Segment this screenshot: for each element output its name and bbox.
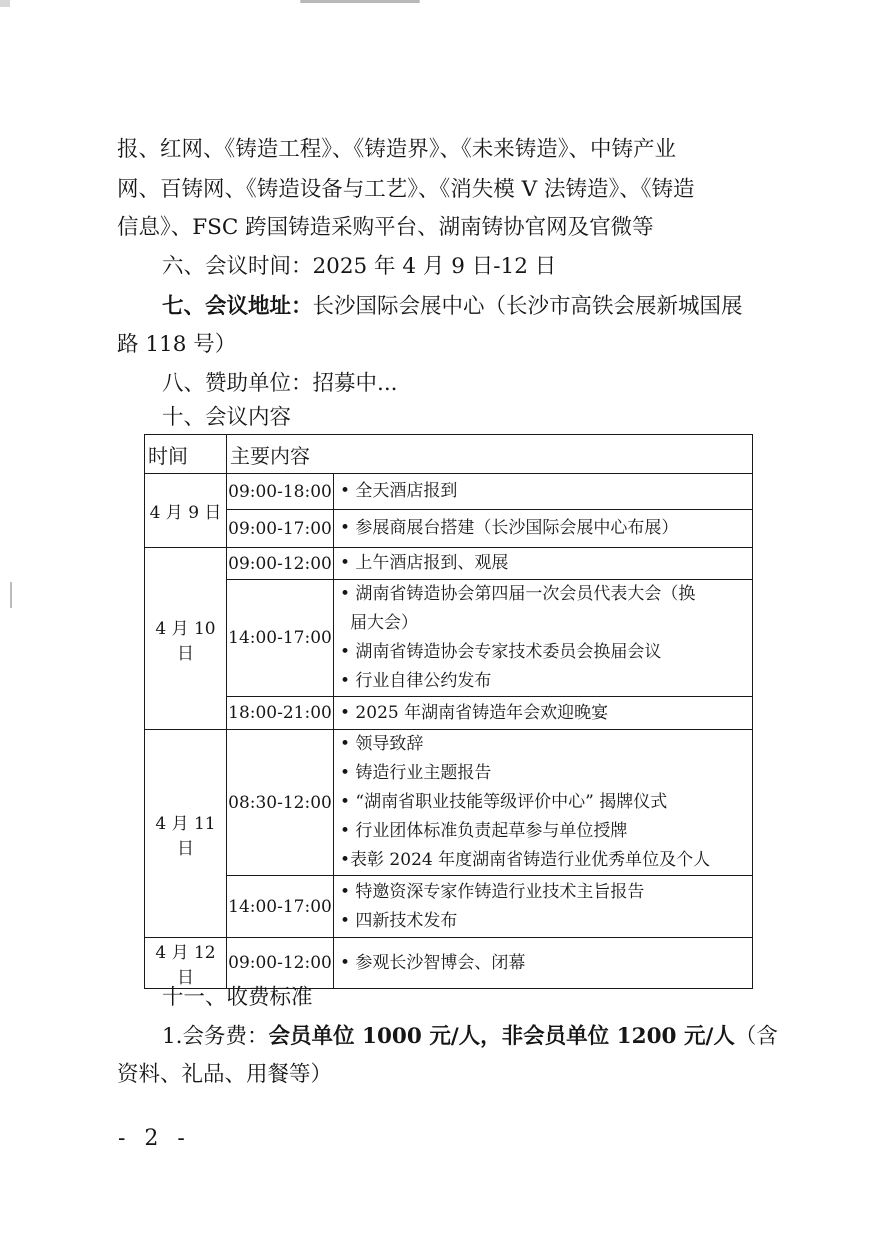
section-7-meeting-address xyxy=(162,292,743,322)
content-cell xyxy=(334,938,753,989)
table-row xyxy=(145,938,753,989)
content-item: • 参展商展台搭建（长沙国际会展中心布展） xyxy=(340,518,679,538)
section-11-title: 十一、收费标准 xyxy=(162,985,313,1010)
page-number: - 2 - xyxy=(118,1126,191,1151)
section-7-label: 七、会议地址： xyxy=(162,294,313,319)
date-cell: 4 月 12 日 xyxy=(145,938,227,989)
time-cell: 09:00-12:00 xyxy=(227,548,334,580)
date-cell: 4 月 11 日 xyxy=(145,730,227,938)
content-item-continuation: 届大会） xyxy=(350,613,418,633)
content-item: • 行业自律公约发布 xyxy=(340,671,492,691)
section-10-title: 十、会议内容 xyxy=(162,405,292,430)
content-cell xyxy=(334,876,753,938)
paragraph-line-3: 信息》、FSC 跨国铸造采购平台、湖南铸协官网及官微等 xyxy=(117,215,654,240)
table-header-row xyxy=(145,435,753,474)
table-row xyxy=(145,580,753,697)
time-cell: 14:00-17:00 xyxy=(227,876,334,938)
content-cell xyxy=(334,697,753,730)
fee-note-start: （含 xyxy=(734,1024,778,1049)
content-cell xyxy=(334,548,753,580)
content-item: • 领导致辞 xyxy=(340,734,424,754)
table-row xyxy=(145,474,753,510)
content-item: • 特邀资深专家作铸造行业技术主旨报告 xyxy=(340,881,645,902)
table-row xyxy=(145,697,753,730)
header-time: 时间 xyxy=(145,435,227,474)
fee-line-1 xyxy=(162,1022,778,1052)
content-item: • 四新技术发布 xyxy=(340,910,458,931)
section-7-line-2: 路 118 号） xyxy=(117,332,237,357)
table-row xyxy=(145,510,753,548)
table-row xyxy=(145,548,753,580)
time-cell: 18:00-21:00 xyxy=(227,697,334,730)
table-row xyxy=(145,730,753,876)
time-cell: 14:00-17:00 xyxy=(227,580,334,697)
content-cell xyxy=(334,510,753,548)
content-cell xyxy=(334,730,753,876)
scan-corner-mark xyxy=(0,0,10,7)
section-7-value: 长沙国际会展中心（长沙市高铁会展新城国展 xyxy=(312,294,743,319)
time-cell: 08:30-12:00 xyxy=(227,730,334,876)
content-item: • 行业团体标准负责起草参与单位授牌 xyxy=(340,821,628,841)
content-item: • 铸造行业主题报告 xyxy=(340,763,492,783)
section-8-sponsors: 八、赞助单位：招募中... xyxy=(162,371,398,396)
content-item: • 上午酒店报到、观展 xyxy=(340,553,509,573)
header-content: 主要内容 xyxy=(227,435,753,474)
table-row xyxy=(145,876,753,938)
content-cell xyxy=(334,474,753,510)
content-item: • 参观长沙智博会、闭幕 xyxy=(340,952,526,973)
scan-top-mark xyxy=(300,0,420,3)
time-cell: 09:00-18:00 xyxy=(227,474,334,510)
date-cell: 4 月 10 日 xyxy=(145,548,227,730)
fee-line-2: 资料、礼品、用餐等） xyxy=(117,1062,333,1087)
date-cell: 4 月 9 日 xyxy=(145,474,227,548)
fee-label: 1.会务费： xyxy=(162,1024,269,1049)
content-item: • 2025 年湖南省铸造年会欢迎晚宴 xyxy=(340,702,609,723)
content-cell xyxy=(334,580,753,697)
paragraph-line-1: 报、红网、《铸造工程》、《铸造界》、《未来铸造》、中铸产业 xyxy=(117,137,677,162)
content-item: • “湖南省职业技能等级评价中心” 揭牌仪式 xyxy=(340,792,668,812)
scan-side-mark xyxy=(10,582,12,608)
section-6-meeting-time: 六、会议时间：2025 年 4 月 9 日-12 日 xyxy=(162,254,557,279)
time-cell: 09:00-17:00 xyxy=(227,510,334,548)
content-item: •表彰 2024 年度湖南省铸造行业优秀单位及个人 xyxy=(340,850,711,870)
schedule-table xyxy=(144,434,753,989)
fee-amounts: 会员单位 1000 元/人，非会员单位 1200 元/人 xyxy=(268,1024,735,1049)
time-cell: 09:00-12:00 xyxy=(227,938,334,989)
paragraph-line-2: 网、百铸网、《铸造设备与工艺》、《消失模 V 法铸造》、《铸造 xyxy=(117,177,695,202)
content-item: • 湖南省铸造协会专家技术委员会换届会议 xyxy=(340,642,662,662)
content-item: • 全天酒店报到 xyxy=(340,481,458,501)
content-item: • 湖南省铸造协会第四届一次会员代表大会（换 xyxy=(340,584,696,604)
